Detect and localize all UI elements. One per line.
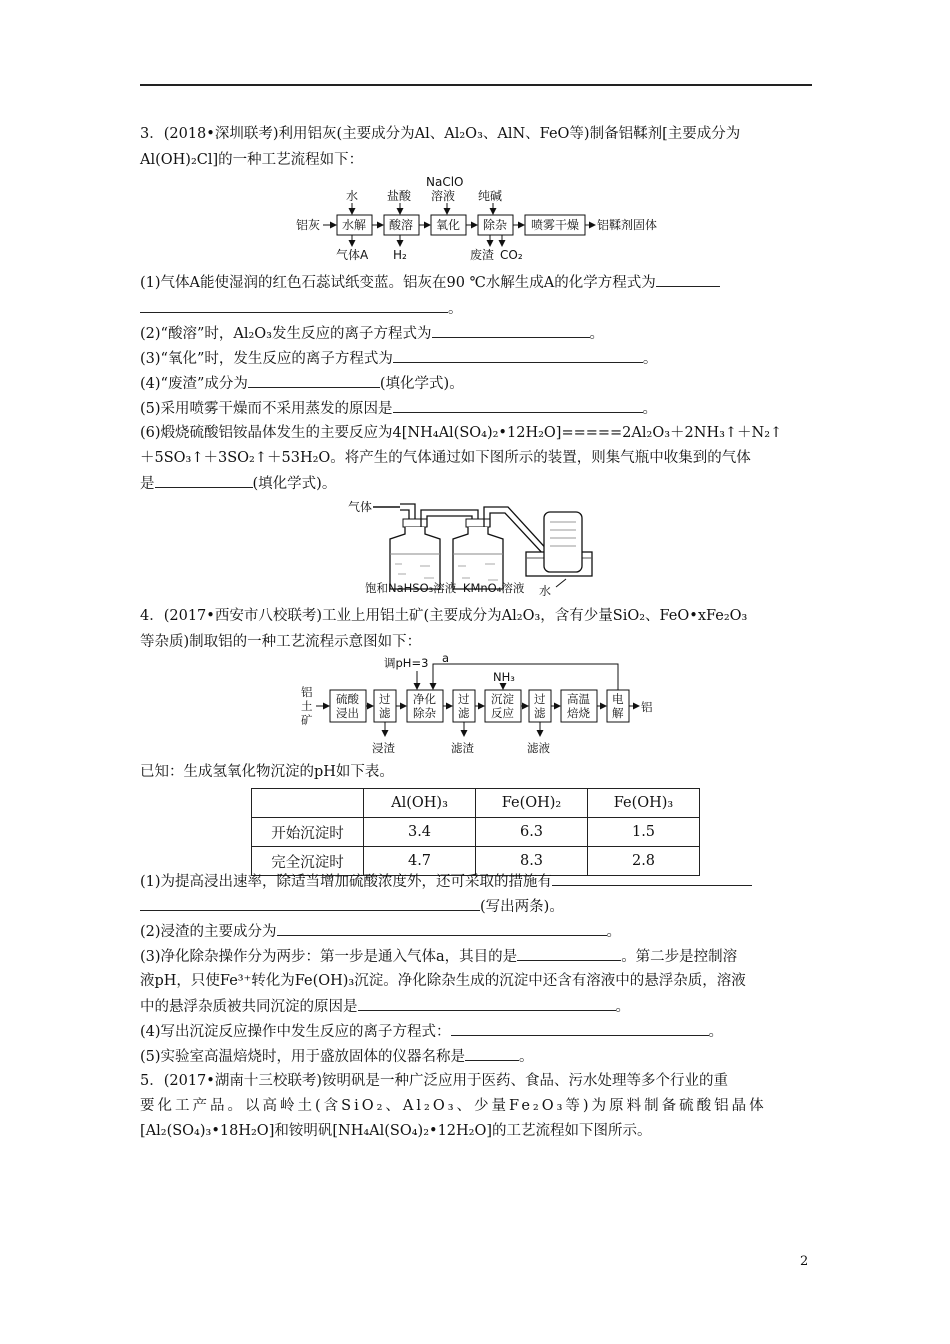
flow-box-label: 高温 <box>567 692 590 706</box>
flow-box-label: 酸溶 <box>389 218 414 232</box>
q4-part-1-cont: (写出两条)。 <box>140 896 820 917</box>
water-label: 水 <box>539 584 552 598</box>
flow-box-label: 焙烧 <box>567 706 590 720</box>
flow-box-label: 净化 <box>413 692 436 706</box>
q4-flow-diagram <box>296 654 666 758</box>
table-cell: 4.7 <box>364 847 476 876</box>
q4-line-1: 4．(2017•西安市八校联考)工业上用铝土矿(主要成分为Al₂O₃，含有少量SiO₂、FeO•xFe₂O₃ <box>140 608 748 624</box>
page-number: 2 <box>800 1254 809 1269</box>
ph-table <box>251 788 700 876</box>
q3-part-3: (3)“氧化”时，发生反应的离子方程式为 。 <box>140 348 820 369</box>
flow-end-label: 铝鞣剂固体 <box>597 218 658 232</box>
flow-box-label: 过 <box>534 692 546 706</box>
flow-input-label: 溶液 <box>431 189 456 203</box>
q3-part-6-line-3: 是 (填化学式)。 <box>140 473 820 494</box>
flow-box-label: 滤 <box>458 706 470 720</box>
flow-start-label: 土 <box>301 699 313 713</box>
flow-box-label: 浸出 <box>336 706 359 720</box>
table-cell: 6.3 <box>476 818 588 847</box>
flow-start-label: 铝灰 <box>296 218 321 232</box>
answer-blank[interactable] <box>140 298 448 313</box>
flow-box-label: 除杂 <box>483 218 508 232</box>
flow-bottom-label: 浸渣 <box>372 741 395 755</box>
table-cell: 3.4 <box>364 818 476 847</box>
answer-blank[interactable] <box>277 921 607 936</box>
answer-blank[interactable] <box>140 896 480 911</box>
flow-box-label: 喷雾干燥 <box>531 218 580 232</box>
table-row <box>252 818 700 847</box>
answer-blank[interactable] <box>393 348 643 363</box>
q3-part-6-line-2: ＋5SO₃↑＋3SO₂↑＋53H₂O。将产生的气体通过如下图所示的装置，则集气瓶中收集到的气体 <box>140 450 751 466</box>
flow-box-label: 解 <box>612 706 624 720</box>
table-header: Fe(OH)₂ <box>476 789 588 818</box>
flow-box-label: 过 <box>458 692 470 706</box>
answer-blank[interactable] <box>656 272 720 287</box>
flow-start-label: 矿 <box>301 713 313 727</box>
header-rule <box>140 84 812 86</box>
gas-label: 气体 <box>348 500 373 514</box>
answer-blank[interactable] <box>432 323 590 338</box>
bottle1-label: 饱和NaHSO₃溶液 <box>365 581 457 595</box>
gas-collecting-bottle <box>544 512 582 572</box>
flow-box-label: 沉淀 <box>491 692 514 706</box>
flow-top-label: 调pH=3 <box>384 656 429 670</box>
flow-box-label: 水解 <box>342 218 367 232</box>
bottle2-label: KMnO₄溶液 <box>462 581 525 595</box>
flow-box-label: 氧化 <box>436 218 461 232</box>
table-cell: 2.8 <box>588 847 700 876</box>
q4-part-4: (4)写出沉淀反应操作中发生反应的离子方程式： 。 <box>140 1021 820 1042</box>
q3-part-1: (1)气体A能使湿润的红色石蕊试纸变蓝。铝灰在90 ℃水解生成A的化学方程式为 <box>140 272 820 293</box>
answer-blank[interactable] <box>552 871 752 886</box>
table-cell: 开始沉淀时 <box>252 818 364 847</box>
answer-blank[interactable] <box>393 398 643 413</box>
q5-line-1: 5．(2017•湖南十三校联考)铵明矾是一种广泛应用于医药、食品、污水处理等多个行业的重 <box>140 1073 728 1089</box>
q4-part-3-line-3: 中的悬浮杂质被共同沉淀的原因是 。 <box>140 996 820 1017</box>
q4-part-2: (2)浸渣的主要成分为 。 <box>140 921 820 942</box>
flow-box-label: 电 <box>612 692 624 706</box>
flow-input-label: NaClO <box>426 175 464 189</box>
flow-output-label: CO₂ <box>500 248 523 262</box>
flow-start-label: 铝 <box>301 685 313 699</box>
answer-blank[interactable] <box>451 1021 709 1036</box>
q4-known: 已知：生成氢氧化物沉淀的pH如下表。 <box>140 764 394 780</box>
bottle1-stopper <box>403 519 427 527</box>
q3-line-1: 3．(2018•深圳联考)利用铝灰(主要成分为Al、Al₂O₃、AlN、FeO等)制备铝鞣剂[主要成分为 <box>140 126 741 142</box>
answer-blank[interactable] <box>248 373 380 388</box>
table-cell: 8.3 <box>476 847 588 876</box>
table-row <box>252 789 700 818</box>
flow-box-label: 反应 <box>491 706 514 720</box>
flow-top-label: NH₃ <box>493 670 515 684</box>
flow-end-label: 铝 <box>641 700 653 714</box>
q3-part-2: (2)“酸溶”时，Al₂O₃发生反应的离子方程式为 。 <box>140 323 820 344</box>
flow-box-label: 滤 <box>379 706 391 720</box>
bottle2-stopper <box>466 519 490 527</box>
q3-part-6-line-1: (6)煅烧硫酸铝铵晶体发生的主要反应为4[NH₄Al(SO₄)₂•12H₂O]=====2Al₂O₃＋2NH₃↑＋N₂↑ <box>140 425 783 441</box>
q4-part-3-line-1: (3)净化除杂操作分为两步：第一步是通入气体a，其目的是 。第二步是控制溶 <box>140 946 820 967</box>
flow-bottom-label: 滤液 <box>527 741 550 755</box>
flow-output-label: 气体A <box>336 248 369 262</box>
flow-bottom-label: 滤渣 <box>451 741 474 755</box>
answer-blank[interactable] <box>155 473 253 488</box>
apparatus-labels <box>365 580 524 596</box>
q5-line-2: 要化工产品。以高岭土(含SiO₂、Al₂O₃、少量Fe₂O₃等)为原料制备硫酸铝晶体 <box>140 1098 767 1114</box>
table-header: Al(OH)₃ <box>364 789 476 818</box>
q4-part-3-line-2: 液pH，只使Fe³⁺转化为Fe(OH)₃沉淀。净化除杂生成的沉淀中还含有溶液中的悬浮杂质，溶液 <box>140 973 746 989</box>
flow-input-label: 盐酸 <box>387 189 412 203</box>
table-header: Fe(OH)₃ <box>588 789 700 818</box>
flow-box-label: 过 <box>379 692 391 706</box>
answer-blank[interactable] <box>517 946 621 961</box>
q3-part-5: (5)采用喷雾干燥而不采用蒸发的原因是 。 <box>140 398 820 419</box>
q5-line-3: [Al₂(SO₄)₃•18H₂O]和铵明矾[NH₄Al(SO₄)₂•12H₂O]的工艺流程如下图所示。 <box>140 1123 652 1139</box>
answer-blank[interactable] <box>465 1046 519 1061</box>
flow-output-label: H₂ <box>393 248 407 262</box>
q3-part-1-cont: 。 <box>140 298 820 319</box>
q3-line-2: Al(OH)₂Cl]的一种工艺流程如下： <box>140 152 364 168</box>
q4-part-5: (5)实验室高温焙烧时，用于盛放固体的仪器名称是 。 <box>140 1046 820 1067</box>
answer-blank[interactable] <box>358 996 616 1011</box>
flow-box-label: 除杂 <box>413 706 436 720</box>
table-cell: 完全沉淀时 <box>252 847 364 876</box>
q3-flow-diagram <box>290 172 670 264</box>
flow-box-label: 滤 <box>534 706 546 720</box>
q4-line-2: 等杂质)制取铝的一种工艺流程示意图如下： <box>140 634 422 650</box>
flow-input-label: 水 <box>346 189 359 203</box>
flow-input-label: 纯碱 <box>478 189 503 203</box>
table-cell: 1.5 <box>588 818 700 847</box>
q4-part-1: (1)为提高浸出速率，除适当增加硫酸浓度外，还可采取的措施有 <box>140 871 820 892</box>
q3-part-4: (4)“废渣”成分为 (填化学式)。 <box>140 373 820 394</box>
flow-top-label: a <box>442 654 450 665</box>
table-cell <box>252 789 364 818</box>
flow-box-label: 硫酸 <box>336 692 359 706</box>
flow-output-label: 废渣 <box>470 248 495 262</box>
